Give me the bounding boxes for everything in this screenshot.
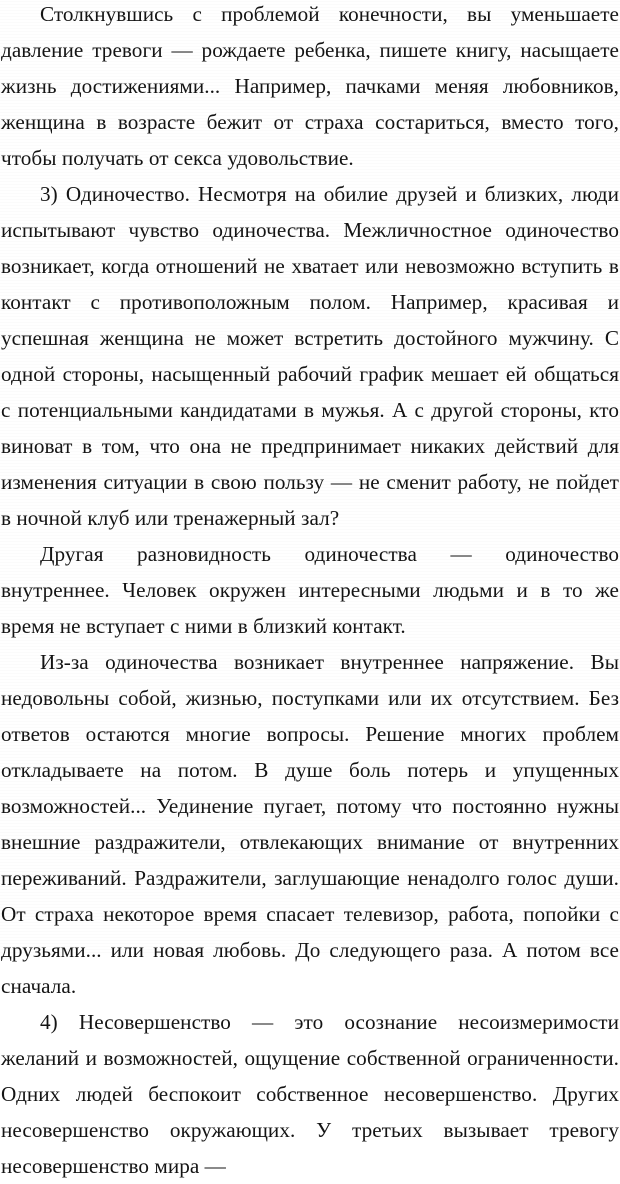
paragraph-1: Столкнувшись с проблемой конечности, вы уменьшаете давление тревоги — рождаете ребенка, пишете книгу, насыщаете жизнь достижениями... Например, пачками меняя любовников, женщина в возрасте бежит от страха состариться, вместо того, чтобы получать от секса удовольствие. bbox=[1, 2, 619, 170]
paragraph-2-loneliness: 3) Одиночество. Несмотря на обилие друзей и близких, люди испытывают чувство одиночества. Межличностное одиночество возникает, когда отношений не хватает или невозможно вступить в контакт с противоположным полом. Например, красивая и успешная женщина не может встретить достойного мужчину. С одной стороны, насыщенный рабочий график мешает ей общаться с потенциальными кандидатами в мужья. А с другой стороны, кто виноват в том, что она не предпринимает никаких действий для изменения ситуации в свою пользу — не сменит работу, не пойдет в ночной клуб или тренажерный зал? bbox=[1, 182, 619, 530]
page-text-body bbox=[1, 0, 619, 1184]
paragraph-3-inner-loneliness: Другая разновидность одиночества — одиночество внутреннее. Человек окружен интересными людьми и в то же время не вступает с ними в близкий контакт. bbox=[1, 542, 619, 638]
paragraph-5-imperfection: 4) Несовершенство — это осознание несоизмеримости желаний и возможностей, ощущение собственной ограниченности. Одних людей беспокоит собственное несовершенство. Других несовершенство окружающих. У третьих вызывает тревогу несовершенство мира — bbox=[1, 1010, 619, 1178]
paragraph-4-inner-tension: Из-за одиночества возникает внутреннее напряжение. Вы недовольны собой, жизнью, поступками или их отсутствием. Без ответов остаются многие вопросы. Решение многих проблем откладываете на потом. В душе боль потерь и упущенных возможностей... Уединение пугает, потому что постоянно нужны внешние раздражители, отвлекающих внимание от внутренних переживаний. Раздражители, заглушающие ненадолго голос души. От страха некоторое время спасает телевизор, работа, попойки с друзьями... или новая любовь. До следующего раза. А потом все сначала. bbox=[1, 650, 619, 998]
